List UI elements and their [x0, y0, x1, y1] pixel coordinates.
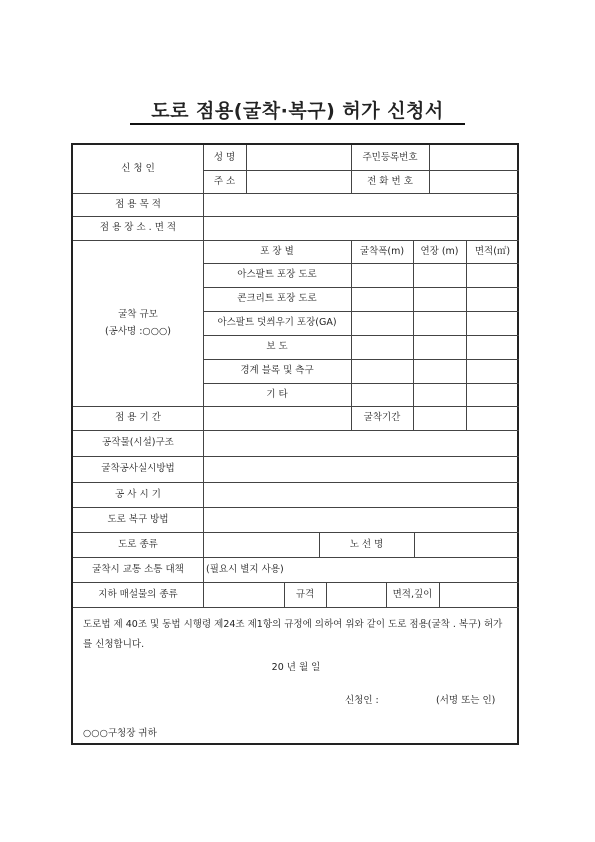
spec-label: 규격 [295, 588, 315, 600]
resident-number-label: 주민등록번호 [362, 151, 418, 163]
date-line: 20 년 월 일 [271, 662, 321, 674]
occupancy-period-field[interactable] [203, 406, 351, 430]
occupancy-period-label: 점 용 기 간 [115, 412, 161, 424]
pavement-row-label: 아스팔트 포장 도로 [237, 269, 317, 281]
pavement-row-label: 경계 블록 및 측구 [240, 365, 314, 377]
table-rule [466, 240, 467, 430]
traffic-measure-note: (필요시 별지 사용) [206, 563, 284, 575]
structure-field[interactable] [203, 430, 519, 456]
title-underline [130, 123, 465, 125]
pavement-row-label: 기 타 [266, 388, 288, 400]
length-header: 연장 (m) [420, 245, 459, 257]
width-header: 굴착폭(m) [359, 245, 405, 257]
route-name-label: 노 선 명 [349, 538, 384, 550]
name-label: 성 명 [213, 151, 236, 163]
schedule-label: 공 사 시 기 [115, 488, 161, 500]
place-area-field[interactable] [203, 216, 519, 240]
pavement-type-header: 포 장 별 [260, 245, 294, 257]
declaration-text: 도로법 제 40조 및 동법 시행령 제24조 제1항의 규정에 의하여 위와 같이 도로 점용(굴착 . 복구) 허가를 신청합니다. [83, 619, 503, 650]
table-rule [351, 240, 352, 430]
applicant-label: 신 청 인 [121, 163, 155, 175]
excavation-period-field[interactable] [413, 406, 519, 430]
schedule-field[interactable] [203, 482, 519, 507]
traffic-measure-label: 굴착시 교통 소통 대책 [92, 563, 184, 575]
restore-method-field[interactable] [203, 507, 519, 532]
area-depth-label: 면적,깊이 [392, 588, 433, 600]
structure-label: 공작물(시설)구조 [102, 437, 174, 449]
buried-type-field[interactable] [203, 582, 284, 607]
pavement-row-label: 콘크리트 포장 도로 [237, 293, 317, 305]
road-type-label: 도로 종류 [118, 538, 158, 550]
restore-method-label: 도로 복구 방법 [107, 513, 169, 525]
project-name-label: (공사명 :○○○) [104, 326, 172, 337]
form-title: 도로 점용(굴착·복구) 허가 신청서 [151, 100, 444, 122]
road-type-field[interactable] [203, 532, 319, 557]
resident-number-field[interactable] [429, 145, 519, 170]
table-rule [73, 607, 519, 608]
sign-note: (서명 또는 인) [436, 695, 496, 707]
excavation-scale-label: 굴착 규모 [118, 309, 158, 320]
purpose-label: 점 용 목 적 [115, 198, 161, 210]
area-depth-field[interactable] [439, 582, 519, 607]
addressee: ○○○구청장 귀하 [83, 728, 157, 740]
applicant-sign-label: 신청인 : [345, 695, 379, 707]
address-label: 주 소 [213, 175, 236, 187]
excavation-period-label: 굴착기간 [363, 412, 401, 424]
buried-type-label: 지하 매설물의 종류 [98, 588, 178, 600]
route-name-field[interactable] [414, 532, 519, 557]
method-label: 굴착공사실시방법 [101, 463, 175, 475]
address-field[interactable] [246, 170, 351, 193]
phone-field[interactable] [429, 170, 519, 193]
table-rule [413, 240, 414, 430]
excavation-scale-cell [73, 240, 203, 406]
phone-label: 전 화 번 호 [367, 175, 413, 187]
spec-field[interactable] [326, 582, 386, 607]
purpose-field[interactable] [203, 193, 519, 216]
name-field[interactable] [246, 145, 351, 170]
pavement-row-label: 아스팔트 덧씌우기 포장(GA) [217, 317, 337, 329]
pavement-row-label: 보 도 [266, 341, 288, 353]
application-form-table [71, 143, 519, 745]
place-area-label: 점 용 장 소 . 면 적 [99, 222, 177, 234]
area-header: 면적(㎡) [474, 245, 511, 257]
method-field[interactable] [203, 456, 519, 482]
